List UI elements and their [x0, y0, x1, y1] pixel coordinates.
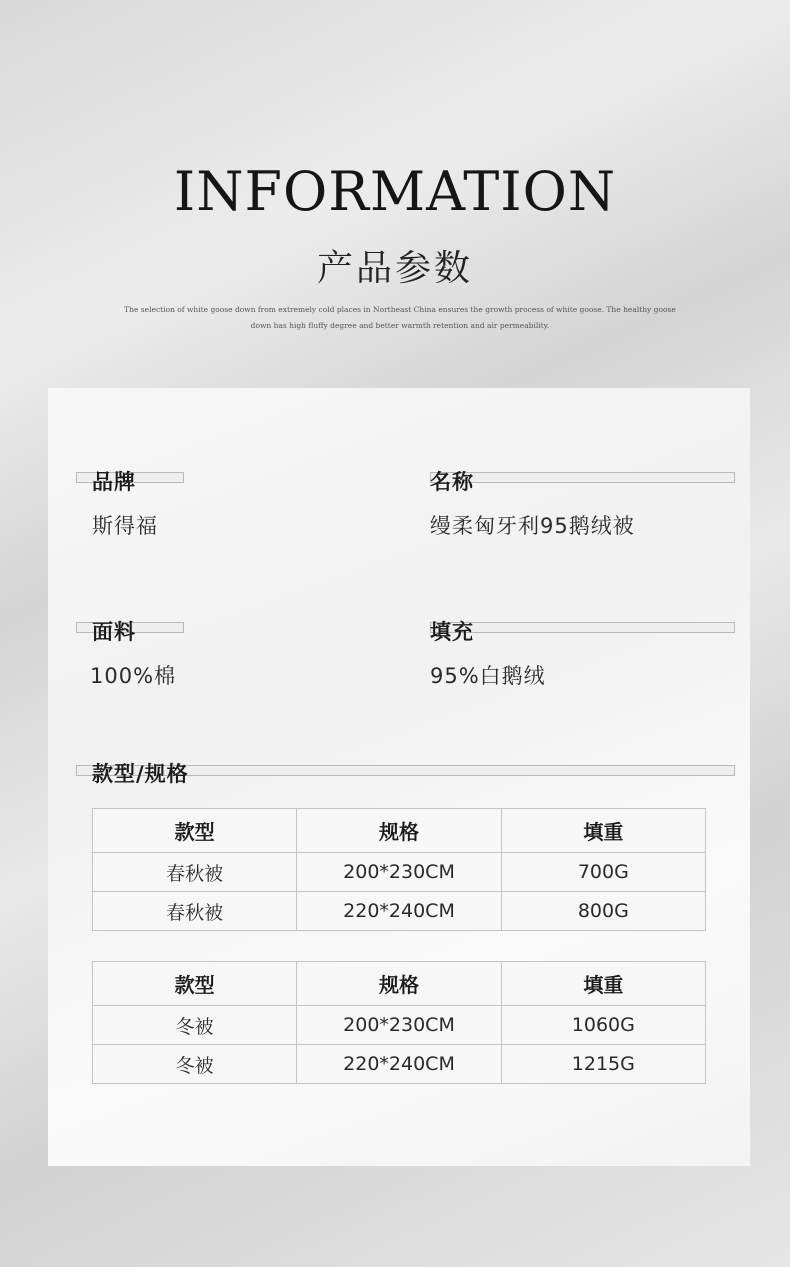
header-cell-style: 款型: [93, 962, 297, 1006]
name-label: 名称: [430, 470, 474, 494]
table-row: [93, 853, 706, 892]
table-header-row: [93, 809, 706, 853]
cell-weight: 1060G: [501, 1006, 705, 1045]
info-card: [48, 388, 750, 1166]
fabric-value: 100%棉: [90, 664, 177, 688]
cell-size: 200*230CM: [297, 1006, 501, 1045]
cell-style: 冬被: [93, 1045, 297, 1084]
header-cell-size: 规格: [297, 962, 501, 1006]
filling-label: 填充: [430, 620, 474, 644]
spec-table-winter: [92, 961, 706, 1084]
table-row: [93, 1006, 706, 1045]
cell-weight: 1215G: [501, 1045, 705, 1084]
cell-size: 220*240CM: [297, 1045, 501, 1084]
name-value: 缦柔匈牙利95鹅绒被: [430, 514, 635, 538]
cell-style: 春秋被: [93, 853, 297, 892]
table-header-row: [93, 962, 706, 1006]
page-title-cn: 产品参数: [316, 248, 473, 289]
description-line-1: The selection of white goose down from extremely cold places in Northeast China ensures the growth process of white goose. The healthy goose: [124, 305, 676, 314]
cell-size: 200*230CM: [297, 853, 501, 892]
table-row: [93, 1045, 706, 1084]
spec-section-label: 款型/规格: [92, 762, 189, 786]
name-bar: [430, 472, 735, 483]
header-cell-weight: 填重: [501, 962, 705, 1006]
header-cell-style: 款型: [93, 809, 297, 853]
header-cell-size: 规格: [297, 809, 501, 853]
description: [120, 302, 680, 334]
spec-table-spring-autumn: [92, 808, 706, 931]
page-title-en: INFORMATION: [173, 160, 617, 223]
cell-weight: 700G: [501, 853, 705, 892]
filling-bar: [430, 622, 735, 633]
table-row: [93, 892, 706, 931]
fabric-label: 面料: [92, 620, 136, 644]
cell-weight: 800G: [501, 892, 705, 931]
cell-size: 220*240CM: [297, 892, 501, 931]
cell-style: 冬被: [93, 1006, 297, 1045]
filling-value: 95%白鹅绒: [430, 664, 546, 688]
brand-value: 斯得福: [92, 514, 158, 538]
brand-label: 品牌: [92, 470, 136, 494]
header-cell-weight: 填重: [501, 809, 705, 853]
cell-style: 春秋被: [93, 892, 297, 931]
description-line-2: down has high fluffy degree and better warmth retention and air permeability.: [250, 321, 550, 330]
